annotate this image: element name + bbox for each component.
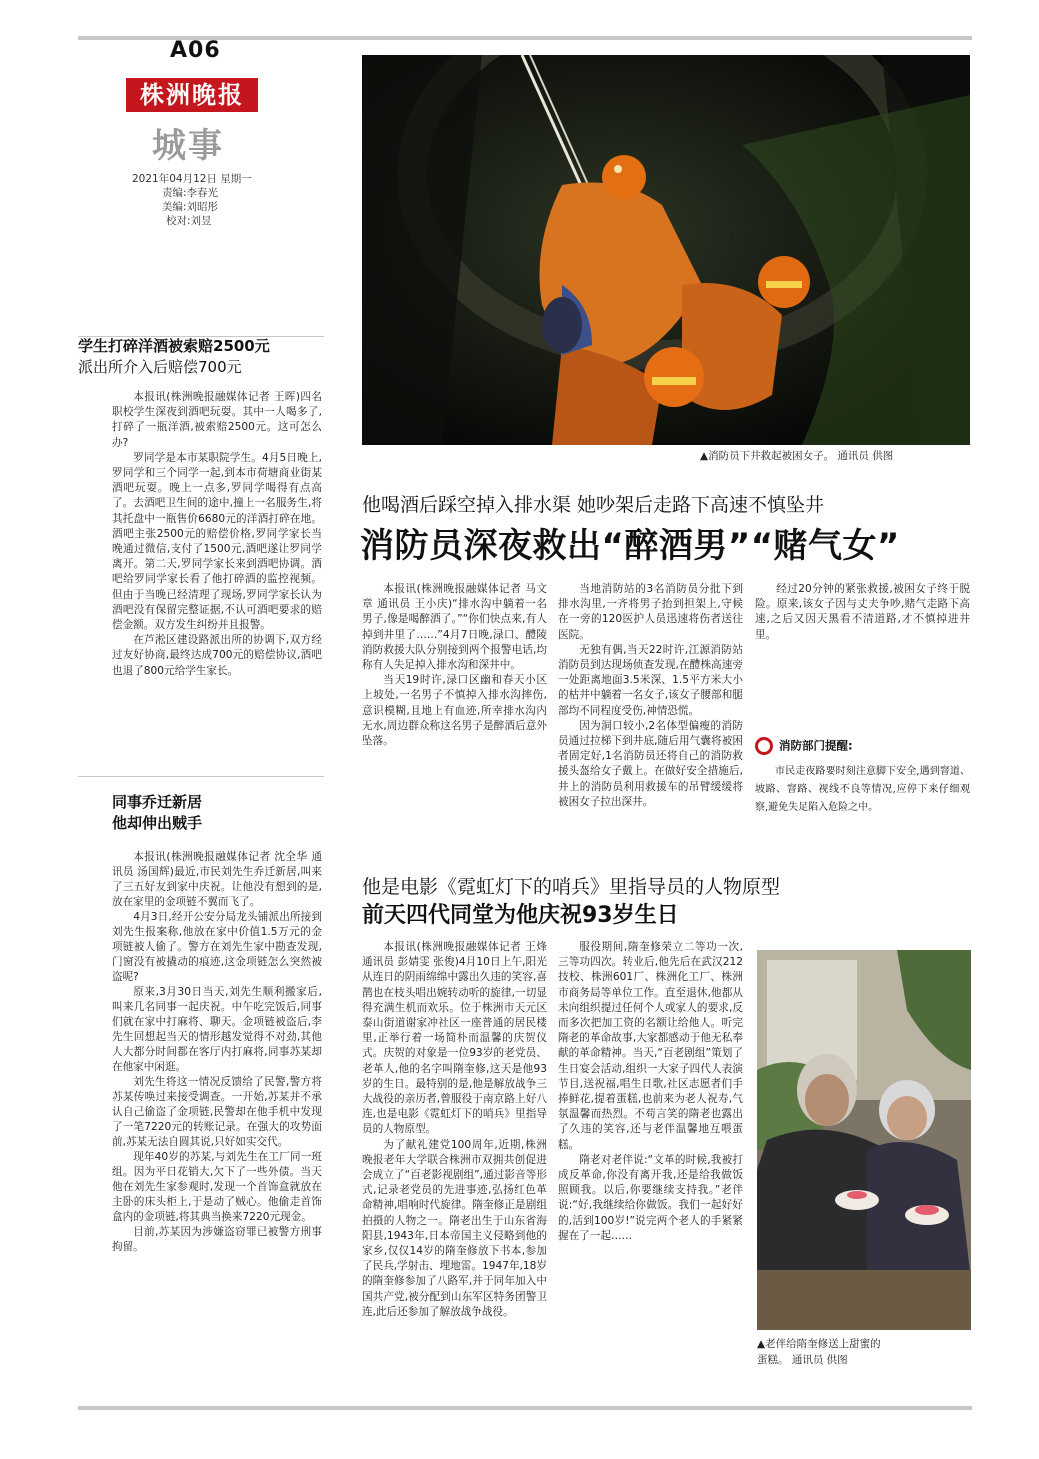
alert-title: 消防部门提醒: — [779, 738, 853, 753]
paragraph: 当天19时许,渌口区幽和春天小区上坡处,一名男子不慎掉入排水沟摔伤,意识模糊,且地上有血迹,所幸排水沟内无水,周边群众称这名男子是醉酒后意外坠落。 — [362, 674, 547, 748]
paragraph: 4月3日,经开公安分局龙头铺派出所接到刘先生报案称,他放在家中价值1.5万元的金项链被人偷了。警方在刘先生家中勘查发现,门窗没有被撬动的痕迹,这金项链怎么突然被盗呢? — [112, 911, 322, 983]
rescue-story-col-2 — [558, 582, 743, 810]
glass-story-body — [112, 390, 322, 679]
birthday-story-col-2 — [558, 940, 743, 1244]
alert-circle-icon — [755, 737, 773, 755]
glass-story-title: 学生打碎洋酒被索赔2500元 — [78, 337, 270, 355]
paragraph: 当地消防站的3名消防员分批下到排水沟里,一齐将男子抬到担架上,守候在一旁的120医护人员迅速将伤者送往医院。 — [558, 583, 743, 641]
paragraph: 服役期间,隋奎修荣立二等功一次,三等功四次。转业后,他先后在武汉212技校、株洲601厂、株洲化工厂、株洲市商务局等单位工作。直至退休,他都从未向组织提过任何个人或家人的要求,反而多次把加工资的名额让给他人。听完隋老的革命故事,大家都感动于他无私奉献的革命精神。当天,“百老剧组”策划了生日宴会活动,组织一大家子四代人表演节目,送祝福,唱生日歌,社区志愿者们手捧鲜花,提着蛋糕,也前来为老人祝寿,气氛温馨而热烈。不苟言笑的隋老也露出了久违的笑容,还与老伴温馨地互喂蛋糕。 — [558, 941, 743, 1151]
paragraph: 现年40岁的苏某,与刘先生在工厂同一班组。因为平日花销大,欠下了一些外债。当天他在刘先生家参观时,发现一个首饰盒就放在主卧的床头柜上,于是动了贼心。他偷走首饰盒内的金项链,将其典当换来7220元现金。 — [112, 1151, 322, 1223]
glass-story-heading — [78, 336, 328, 378]
rescue-photo — [362, 55, 970, 445]
fire-dept-alert — [755, 735, 970, 817]
editor-credit: 责编:李春光 — [162, 187, 219, 199]
glass-story-subtitle: 派出所介入后赔偿700元 — [78, 358, 242, 376]
birthday-headline: 前天四代同堂为他庆祝93岁生日 — [362, 903, 679, 928]
rescue-story-col-1 — [362, 582, 547, 749]
paragraph: 为了献礼建党100周年,近期,株洲晚报老年大学联合株洲市双拥共创促进会成立了“百老影视剧组”,通过影音等形式,记录老党员的先进事迹,弘扬红色革命精神,唱响时代旋律。隋奎修正是剧组拍摄的人物之一。隋老出生于山东省海阳县,1943年,日本帝国主义侵略到他的家乡,仅仅14岁的隋奎修放下书本,参加了民兵,学射击、埋地雷。1947年,18岁的隋奎修参加了八路军,并于同年加入中国共产党,被分配到山东军区特务团警卫连,此后还参加了解放战争战役。 — [362, 1138, 547, 1318]
paragraph: 经过20分钟的紧张救援,被困女子终于脱险。原来,该女子因与丈夫争吵,赌气走路下高速,之后又因天黑看不清道路,才不慎掉进井里。 — [755, 583, 970, 641]
birthday-kicker: 他是电影《霓虹灯下的哨兵》里指导员的人物原型 — [362, 876, 781, 898]
rescue-kicker: 他喝酒后踩空掉入排水渠 她吵架后走路下高速不慎坠井 — [362, 494, 825, 516]
birthday-photo-caption-1: ▲老伴给隋奎修送上甜蜜的 — [757, 1338, 881, 1350]
issue-date: 2021年04月12日 星期一 — [132, 173, 252, 185]
paragraph: 无独有偶,当天22时许,江源消防站消防员到达现场侦查发现,在醴株高速旁一处距离地面3.5米深、1.5平方米大小的枯井中躺着一名女子,该女子腰部和腿部均不同程度受伤,神情恐慌。 — [558, 643, 743, 717]
birthday-story-col-1 — [362, 940, 547, 1320]
bottom-rule — [78, 1406, 972, 1410]
rescue-headline: 消防员深夜救出“醉酒男”“赌气女” — [360, 526, 900, 566]
section-title: 城事 — [152, 126, 224, 166]
birthday-photo — [757, 950, 971, 1330]
paragraph: 本报讯(株洲晚报融媒体记者 王烽 通讯员 彭婧雯 张俊)4月10日上午,阳光从连日的阴雨绵绵中露出久违的笑容,喜鹊也在枝头唱出婉转动听的旋律,一切显得充满生机而欢乐。位于株洲市天元区泰山街道谢家冲社区一座普通的居民楼里,正举行着一场简朴而温馨的庆贺仪式。庆贺的对象是一位93岁的老党员、老革人,他的名字叫隋奎修,这天是他93岁的生日。最特别的是,他是解放战争三大战役的亲历者,曾服役于南京路上好八连,也是电影《霓虹灯下的哨兵》里指导员的人物原型。 — [362, 941, 547, 1136]
page-number: A06 — [170, 38, 221, 63]
paragraph: 罗同学是本市某职院学生。4月5日晚上,罗同学和三个同学一起,到本市荷塘商业街某酒吧玩耍。晚上一点多,罗同学喝得有点高了。去酒吧卫生间的途中,撞上一名服务生,将其托盘中一瓶售价6680元的洋酒打碎在地。酒吧主张2500元的赔偿价格,罗同学家长当晚通过微信,支付了1500元,酒吧遂让罗同学离开。第二天,罗同学家长来到酒吧协调。酒吧给罗同学家长看了他打碎酒的监控视频。但由于当晚已经清理了现场,罗同学家长认为酒吧没有保留完整证据,不认可酒吧要求的赔偿金额。双方发生纠纷并且报警。 — [112, 451, 322, 632]
paragraph: 本报讯(株洲晚报融媒体记者 王晖)四名职校学生深夜到酒吧玩耍。其中一人喝多了,打碎了一瓶洋酒,被索赔2500元。这可怎么办? — [112, 391, 322, 449]
masthead-logo: 株洲晚报 — [126, 78, 258, 112]
art-editor-credit: 美编:刘昭彤 — [162, 201, 219, 213]
paragraph: 原来,3月30日当天,刘先生顺利搬家后,叫来几名同事一起庆祝。中午吃完饭后,同事们就在家中打麻将、聊天。金项链被盗后,李先生回想起当天的情形越发觉得不对劲,其他人大都分时间都在客厅内打麻将,同事苏某却在他家中闲逛。 — [112, 986, 322, 1073]
proofreader-credit: 校对:刘昱 — [166, 215, 212, 227]
thief-story-heading — [112, 792, 322, 834]
paragraph: 因为洞口较小,2名体型偏瘦的消防员通过拉梯下到井底,随后用气囊将被困者固定好,1名消防员还将自己的消防救援头盔给女子戴上。在做好安全措施后,井上的消防员利用救援车的吊臂缓缓将被困女子拉出深井。 — [558, 719, 743, 808]
thief-story-body — [112, 850, 322, 1255]
paragraph: 隋老对老伴说:“文革的时候,我被打成反革命,你没有离开我,还是给我做饭照顾我。以后,你要继续支持我。”老伴说:“好,我继续给你做饭。我们一起好好的,活到100岁!”说完两个老人的手紧紧握在了一起…… — [558, 1153, 743, 1242]
rescue-story-col-3 — [755, 582, 970, 643]
paragraph: 在芦淞区建设路派出所的协调下,双方经过友好协商,最终达成700元的赔偿协议,酒吧也退了800元给学生家长。 — [112, 634, 322, 677]
thief-story-title-1: 同事乔迁新居 — [112, 793, 203, 811]
paragraph: 目前,苏某因为涉嫌盗窃罪已被警方刑事拘留。 — [112, 1226, 322, 1253]
birthday-photo-caption-2: 蛋糕。 通讯员 供图 — [757, 1354, 848, 1366]
thief-story-title-2: 他却伸出贼手 — [112, 814, 203, 832]
paragraph: 刘先生将这一情况反馈给了民警,警方将苏某传唤过来接受调查。一开始,苏某并不承认自己偷盗了金项链,民警却在他手机中发现了一笔7220元的转账记录。在强大的攻势面前,苏某无法自圆其说,只好如实交代。 — [112, 1076, 322, 1148]
rescue-photo-illustration — [362, 55, 970, 445]
paragraph: 本报讯(株洲晚报融媒体记者 沈全华 通讯员 汤国辉)最近,市民刘先生乔迁新居,叫来了三五好友到家中庆祝。让他没有想到的是,放在家里的金项链不翼而飞了。 — [112, 851, 322, 908]
alert-text: 市民走夜路要时刻注意脚下安全,遇到窨道、坡路、窨路、视线不良等情况,应停下来仔细观察,避免失足陷入危险之中。 — [755, 765, 970, 813]
thief-story-rule — [78, 776, 324, 777]
birthday-photo-illustration — [757, 950, 971, 1330]
rescue-photo-caption: ▲消防员下井救起被困女子。 通讯员 供图 — [700, 450, 894, 462]
paragraph: 本报讯(株洲晚报融媒体记者 马文章 通讯员 王小庆)“排水沟中躺着一名男子,像是喝醉酒了。”“你们快点来,有人掉到井里了……”4月7日晚,渌口、醴陵消防救援大队分别接到两个报警电话,均称有人失足掉入排水沟和深井中。 — [362, 583, 547, 672]
